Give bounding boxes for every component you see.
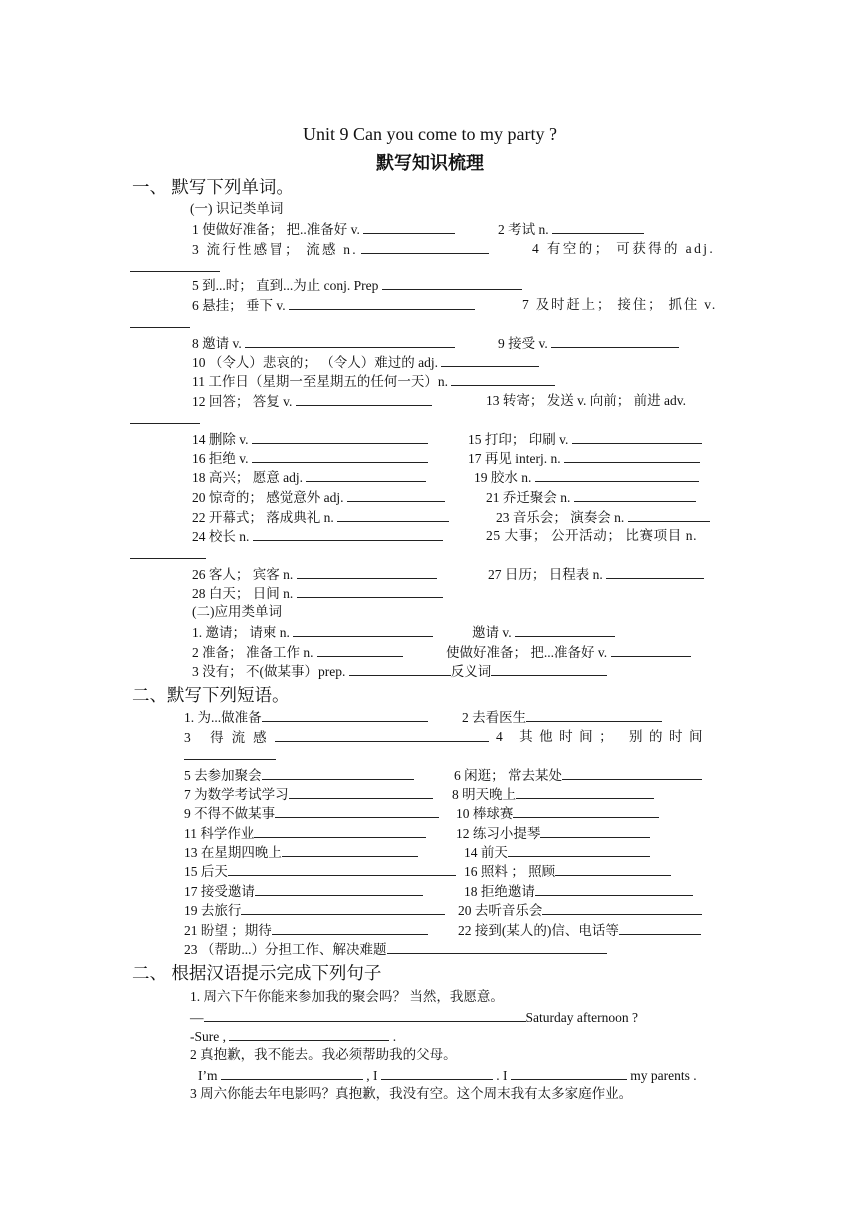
apply-item-1: 1. 邀请； 请柬 n. [192,623,433,642]
word-item-22: 22 开幕式； 落成典礼 n. [192,508,449,527]
phrase-item-19: 19 去旅行 [184,901,445,920]
word-item-11: 11 工作日（星期一至星期五的任何一天）n. [192,372,555,391]
word-item-13-blank [130,410,200,429]
apply-item-1b: 邀请 v. [472,623,615,642]
word-item-2: 2 考试 n. [498,220,644,239]
sentence-q1-line2: -Sure , . [190,1029,397,1044]
phrase-item-4: 4 其他时间； 别的时间 [496,729,709,744]
phrase-item-9: 9 不得不做某事 [184,804,439,823]
word-item-27: 27 日历； 日程表 n. [488,565,704,584]
word-item-9: 9 接受 v. [498,334,679,353]
phrase-item-21: 21 盼望 ；期待 [184,921,428,940]
word-item-4: 4 有空的； 可获得的 adj. [532,241,716,256]
phrase-item-16: 16 照料 ； 照顾 [464,862,671,881]
word-item-26: 26 客人； 宾客 n. [192,565,437,584]
phrase-item-14: 14 前天 [464,843,650,862]
sentence-q1: 1. 周六下午你能来参加我的聚会吗？ 当然，我愿意。 [190,989,504,1004]
word-item-25: 25 大事； 公开活动； 比赛项目 n. [486,528,698,543]
word-item-28: 28 白天； 日间 n. [192,584,443,603]
word-item-21: 21 乔迁聚会 n. [486,488,696,507]
word-item-19: 19 胶水 n. [474,468,699,487]
phrase-item-18: 18 拒绝邀请 [464,882,693,901]
phrase-item-3: 3 得流感 [184,728,489,747]
sentence-q3: 3 周六你能去年电影吗？真抱歉，我没有空。这个周末我有太多家庭作业。 [190,1086,633,1101]
phrase-item-8: 8 明天晚上 [452,785,654,804]
phrase-item-1: 1. 为...做准备 [184,708,428,727]
apply-item-3: 3 没有； 不(做某事）prep. 反义词 [192,662,607,681]
word-item-18: 18 高兴； 愿意 adj. [192,468,426,487]
phrase-item-12: 12 练习小提琴 [456,824,650,843]
page-title: Unit 9 Can you come to my party ? [303,124,557,144]
part2-heading: (二)应用类单词 [192,604,282,619]
section3-heading: 二、 根据汉语提示完成下列句子 [132,963,382,983]
phrase-item-15: 15 后天 [184,862,456,881]
phrase-item-5: 5 去参加聚会 [184,766,414,785]
phrase-item-13: 13 在星期四晚上 [184,843,418,862]
phrase-item-7: 7 为数学考试学习 [184,785,433,804]
phrase-item-10: 10 棒球赛 [456,804,659,823]
word-item-7-blank [130,314,190,333]
word-item-15: 15 打印； 印刷 v. [468,430,702,449]
word-item-8: 8 邀请 v. [192,334,455,353]
sentence-q2-line: I’m , I . I my parents . [198,1068,697,1083]
phrase-item-2: 2 去看医生 [462,708,662,727]
phrase-item-17: 17 接受邀请 [184,882,423,901]
word-item-25-blank [130,545,206,564]
phrase-item-4-blank [184,746,276,765]
sentence-q2: 2 真抱歉，我不能去。我必须帮助我的父母。 [190,1047,457,1062]
apply-item-2b: 使做好准备； 把...准备好 v. [446,643,691,662]
word-item-3: 3 流行性感冒； 流感 n. [192,240,489,259]
word-item-14: 14 删除 v. [192,430,428,449]
word-item-7: 7 及时赶上； 接住； 抓住 v. [522,297,718,312]
phrase-item-23: 23 （帮助...）分担工作、解决难题 [184,940,607,959]
phrase-item-20: 20 去听音乐会 [458,901,702,920]
word-item-23: 23 音乐会； 演奏会 n. [496,508,710,527]
part1-heading: (一) 识记类单词 [190,201,284,216]
phrase-item-6: 6 闲逛； 常去某处 [454,766,702,785]
word-item-12: 12 回答； 答复 v. [192,392,432,411]
word-item-16: 16 拒绝 v. [192,449,428,468]
sentence-q1-line1: — Saturday afternoon ? [190,1010,638,1025]
phrase-item-11: 11 科学作业 [184,824,426,843]
apply-item-2: 2 准备； 准备工作 n. [192,643,403,662]
word-item-17: 17 再见 interj. n. [468,449,700,468]
phrase-item-22: 22 接到(某人的)信、电话等 [458,921,701,940]
word-item-6: 6 悬挂； 垂下 v. [192,296,475,315]
section2-heading: 二、默写下列短语。 [132,685,290,705]
page-subtitle: 默写知识梳理 [376,153,484,173]
word-item-10: 10 （令人）悲哀的； （令人）难过的 adj. [192,353,539,372]
word-item-5: 5 到...时； 直到...为止 conj. Prep [192,276,522,295]
section1-heading: 一、 默写下列单词。 [132,177,294,197]
word-item-13: 13 转寄； 发送 v. 向前； 前进 adv. [486,393,686,408]
word-item-4-blank [130,258,220,277]
word-item-24: 24 校长 n. [192,527,443,546]
word-item-20: 20 惊奇的； 感觉意外 adj. [192,488,445,507]
word-item-1: 1 使做好准备； 把..准备好 v. [192,220,455,239]
